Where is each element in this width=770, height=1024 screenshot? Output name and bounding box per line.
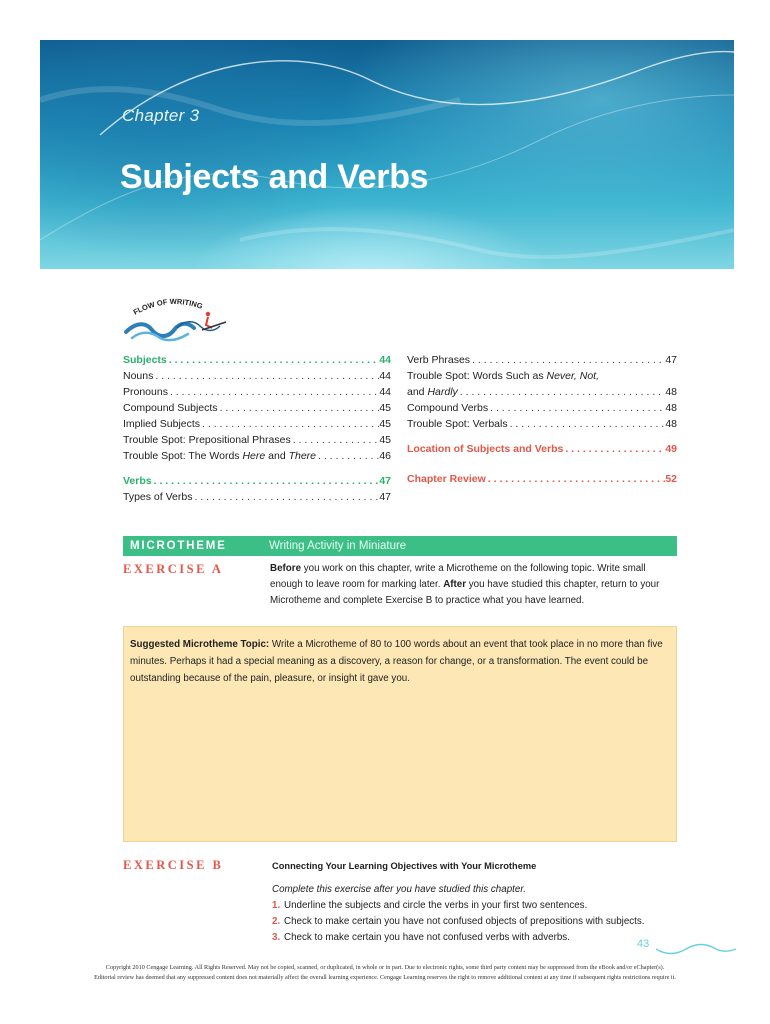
toc-entry-implied-subjects[interactable]: Implied Subjects . . . 45 (123, 416, 391, 432)
copyright-notice: Copyright 2010 Cengage Learning. All Rights Reserved. May not be copied, scanned, or duplicated, in whole or in part. Due to electronic rights, some third party content may be suppressed from the eBook and/or eChapter(s). Editorial review has deemed that any suppressed content does not materially affect the overall learning experience. Cengage Learning reserves the right to remove additional content at any time if subsequent rights restrictions require it. (94, 964, 676, 981)
toc-entry-verb-phrases[interactable]: Verb Phrases . . . 47 (407, 352, 677, 368)
microtheme-subtitle: Writing Activity in Miniature (269, 540, 407, 552)
toc-entry-subjects[interactable]: Subjects . . . 44 (123, 352, 391, 368)
list-item: 2. Check to make certain you have not confused objects of prepositions with subjects. (272, 916, 645, 927)
microtheme-writing-box[interactable] (123, 626, 677, 842)
chapter-number: Chapter 3 (122, 106, 200, 125)
exercise-b-title: Connecting Your Learning Objectives with Your Microtheme (272, 861, 537, 871)
exercise-b-subtitle: Complete this exercise after you have studied this chapter. (272, 884, 526, 895)
microtheme-banner (123, 536, 677, 556)
toc-entry-here-and-there[interactable]: Trouble Spot: The Words Here and There . . . 46 (123, 448, 391, 464)
microtheme-title: MICROTHEME (130, 540, 227, 552)
toc-entry-never-not-hardly[interactable]: Trouble Spot: Words Such as Never, Not, (407, 370, 600, 382)
toc-entry-compound-subjects[interactable]: Compound Subjects . . . 45 (123, 400, 391, 416)
toc-entry-chapter-review[interactable]: Chapter Review . . . 52 (407, 471, 677, 487)
flow-of-writing-logo (122, 292, 232, 344)
list-item: 1. Underline the subjects and circle the verbs in your first two sentences. (272, 900, 588, 911)
water-wave-decoration (40, 40, 734, 269)
toc-entry-never-not-hardly-cont[interactable]: and Hardly . . . 48 (407, 384, 677, 400)
toc-entry-pronouns[interactable]: Pronouns . . . 44 (123, 384, 391, 400)
flow-of-writing-logo-icon (122, 292, 232, 344)
table-of-contents-right (407, 352, 677, 487)
topic-text: Write a Microtheme of 80 to 100 words about an event that took place in no more than five minutes. Perhaps it had a special meaning as a discovery, a reason for change, or a transformation. The event could be outstanding because of the pain, pleasure, or insight it gave you. (130, 639, 663, 684)
page-wave-icon (656, 941, 736, 955)
exercise-b-label: EXERCISE B (123, 858, 224, 872)
chapter-title: Subjects and Verbs (120, 158, 429, 196)
toc-entry-nouns[interactable]: Nouns . . . 44 (123, 368, 391, 384)
chapter-hero-image (40, 40, 734, 269)
page-number: 43 (637, 938, 650, 950)
topic-heading: Suggested Microtheme Topic: (130, 639, 270, 650)
toc-entry-verbs[interactable]: Verbs . . . 47 (123, 473, 391, 489)
toc-entry-verbals[interactable]: Trouble Spot: Verbals . . . 48 (407, 416, 677, 432)
exercise-a-label: EXERCISE A (123, 562, 224, 576)
exercise-a-instructions: Before you work on this chapter, write a Microtheme on the following topic. Write small enough to leave room for marking later. After you have studied this chapter, return to your Microtheme and complete Exercise B to practice what you have learned. (270, 563, 660, 606)
toc-entry-prepositional-phrases[interactable]: Trouble Spot: Prepositional Phrases . . . 45 (123, 432, 391, 448)
table-of-contents-left (123, 352, 391, 505)
toc-entry-types-of-verbs[interactable]: Types of Verbs . . . 47 (123, 489, 391, 505)
svg-text:FLOW OF WRITING: FLOW OF WRITING (131, 296, 204, 317)
toc-entry-location[interactable]: Location of Subjects and Verbs . . . 49 (407, 441, 677, 457)
exercise-b-content (272, 858, 682, 946)
toc-entry-compound-verbs[interactable]: Compound Verbs . . . 48 (407, 400, 677, 416)
list-item: 3. Check to make certain you have not confused verbs with adverbs. (272, 932, 570, 943)
